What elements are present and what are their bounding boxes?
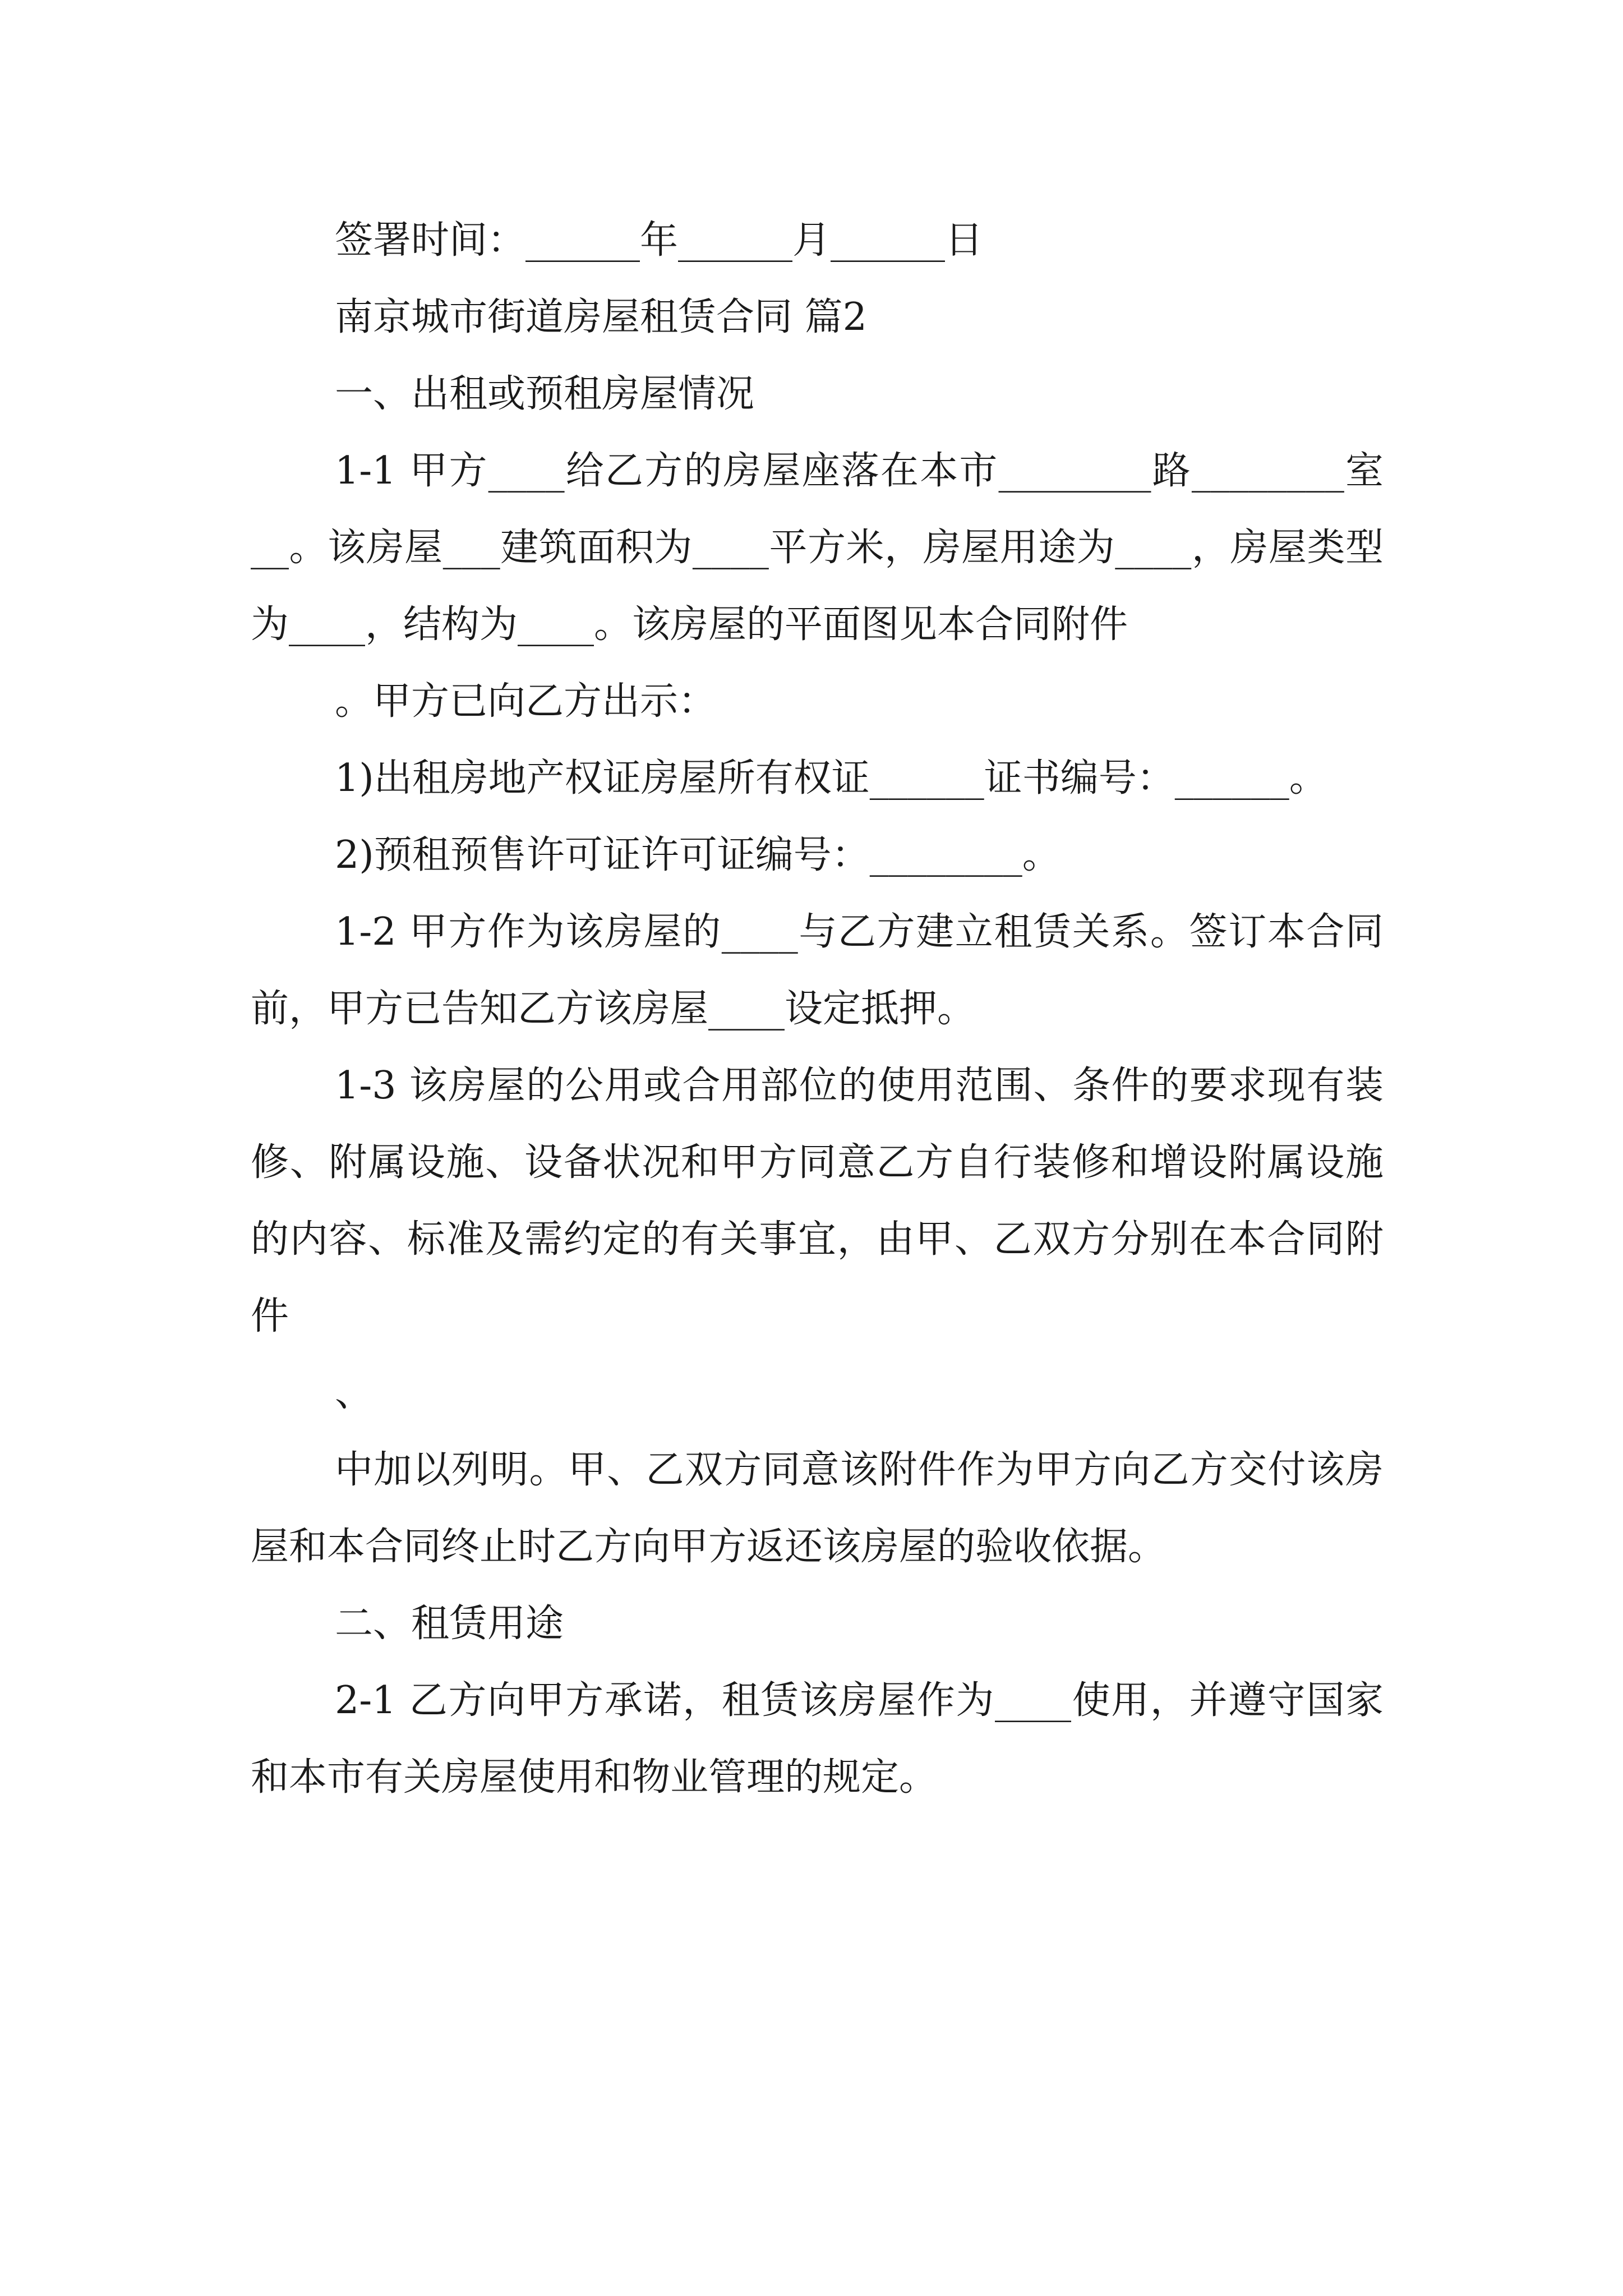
clause-1-3: 1-3 该房屋的公用或合用部位的使用范围、条件的要求现有装修、附属设施、设备状况和甲方同意乙方自行装修和增设附属设施的内容、标准及需约定的有关事宜，由甲、乙双方分别在本合同附件 — [251, 1064, 1384, 1338]
section-heading-2: 二、租赁用途 — [335, 1602, 564, 1646]
clause-1-1-item-1: 1)出租房地产权证房屋所有权证______证书编号：______。 — [335, 756, 1327, 800]
clause-1-1-shown: 。甲方已向乙方出示： — [335, 679, 717, 724]
clause-1-1: 1-1 甲方____给乙方的房屋座落在本市________路________室__。该房屋___建筑面积为____平方米，房屋用途为____，房屋类型为____，结构为____。该房屋的平面图见本合同附件 — [251, 449, 1384, 647]
clause-1-3-separator: 、 — [335, 1371, 374, 1415]
signing-date-line: 签署时间：______年______月______日 — [335, 218, 984, 263]
contract-title: 南京城市街道房屋租赁合同 篇2 — [335, 295, 867, 339]
clause-1-3-continued: 中加以列明。甲、乙双方同意该附件作为甲方向乙方交付该房屋和本合同终止时乙方向甲方返还该房屋的验收依据。 — [251, 1448, 1384, 1569]
section-heading-1: 一、出租或预租房屋情况 — [335, 372, 755, 416]
document-body — [251, 202, 1384, 1816]
clause-2-1: 2-1 乙方向甲方承诺，租赁该房屋作为____使用，并遵守国家和本市有关房屋使用和物业管理的规定。 — [251, 1678, 1384, 1800]
clause-1-2: 1-2 甲方作为该房屋的____与乙方建立租赁关系。签订本合同前，甲方已告知乙方该房屋____设定抵押。 — [251, 910, 1384, 1031]
clause-1-1-item-2: 2)预租预售许可证许可证编号：________。 — [335, 833, 1061, 877]
